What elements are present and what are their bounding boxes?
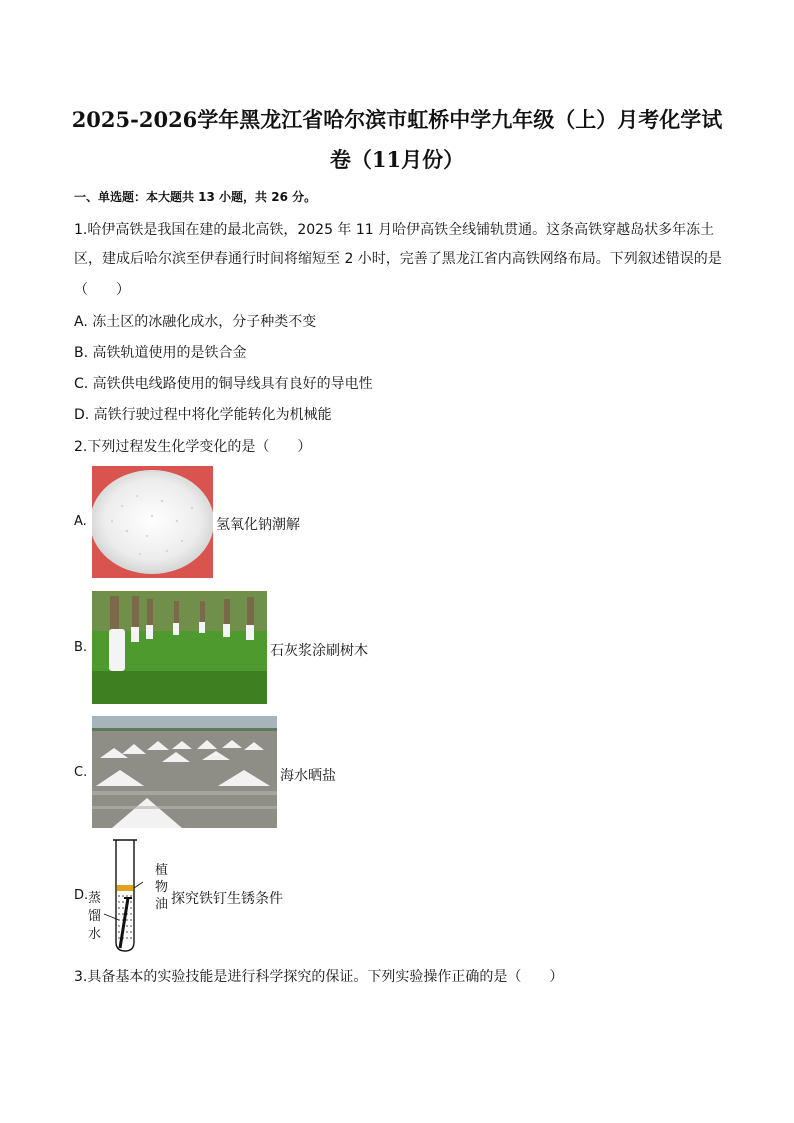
section-heading: 一、单选题：本大题共 13 小题，共 26 分。: [74, 190, 317, 204]
q1-option-a: A. 冻土区的冰融化成水，分子种类不变: [74, 314, 317, 330]
q1-stem-line-3: （ ）: [74, 282, 130, 298]
q2-option-d-caption: 探究铁钉生锈条件: [171, 891, 283, 907]
q2-option-b-letter: B.: [74, 640, 88, 655]
water-label-char-2: 馏: [88, 909, 102, 924]
q2-option-c-letter: C.: [74, 765, 88, 780]
water-label: [88, 890, 101, 944]
q2-option-a-caption: 氢氧化钠潮解: [216, 517, 300, 533]
q2-stem: 2.下列过程发生化学变化的是（ ）: [74, 439, 312, 455]
sodium-hydroxide-photo: [92, 466, 213, 578]
q2-option-a-letter: A.: [74, 514, 87, 529]
water-label-char-1: 蒸: [88, 891, 102, 906]
q1-option-c: C. 高铁供电线路使用的铜导线具有良好的导电性: [74, 376, 373, 392]
q1-stem-line-1: 1.哈伊高铁是我国在建的最北高铁，2025 年 11 月哈伊高铁全线铺轨贯通。这条高铁穿越岛状多年冻土: [74, 222, 715, 238]
water-label-char-3: 水: [88, 927, 102, 942]
q3-stem: 3.具备基本的实验技能是进行科学探究的保证。下列实验操作正确的是（ ）: [74, 969, 564, 985]
oil-label-char-3: 油: [155, 897, 169, 912]
q1-option-d: D. 高铁行驶过程中将化学能转化为机械能: [74, 407, 332, 423]
oil-label-char-2: 物: [155, 880, 169, 895]
paper-title-line-2: 卷（11月份）: [329, 147, 465, 172]
q2-option-c-caption: 海水晒盐: [280, 768, 336, 784]
q2-option-b-caption: 石灰浆涂刷树木: [270, 643, 368, 659]
q2-option-d-letter: D.: [74, 888, 89, 903]
q1-option-b: B. 高铁轨道使用的是铁合金: [74, 345, 247, 361]
sea-salt-drying-photo: [92, 716, 277, 828]
oil-label-char-1: 植: [155, 863, 169, 878]
oil-label: [155, 862, 168, 913]
paper-title-line-1: 2025-2026学年黑龙江省哈尔滨市虹桥中学九年级（上）月考化学试: [71, 107, 723, 132]
q1-stem-line-2: 区，建成后哈尔滨至伊春通行时间将缩短至 2 小时，完善了黑龙江省内高铁网络布局。下列叙述错误的是: [74, 251, 722, 267]
whitewashed-trees-photo: [92, 591, 267, 704]
